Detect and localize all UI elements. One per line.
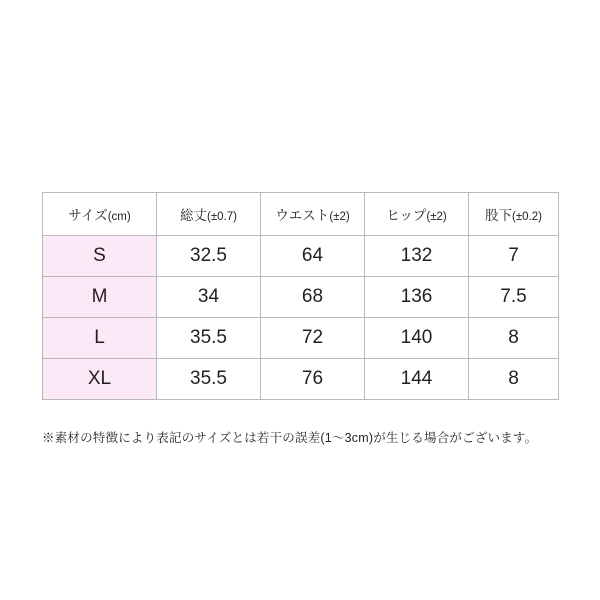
column-header-inseam-main: 股下 [485,208,513,223]
size-table-container [42,192,558,400]
size-disclaimer-note: ※素材の特徴により表記のサイズとは若干の誤差(1〜3cm)が生じる場合がございます。 [42,431,538,445]
column-header-size-unit: (cm) [107,211,131,223]
size-table-body [43,236,559,400]
cell-inseam: 8 [469,318,559,359]
column-header-size-main: サイズ [68,208,108,223]
table-row [43,236,559,277]
cell-size: S [43,236,157,277]
table-row [43,277,559,318]
cell-total-length: 34 [157,277,261,318]
cell-hip: 144 [365,359,469,400]
cell-inseam: 8 [469,359,559,400]
table-header-row [43,193,559,236]
cell-waist: 64 [261,236,365,277]
cell-size: XL [43,359,157,400]
cell-inseam: 7.5 [469,277,559,318]
column-header-hip [365,193,469,236]
column-header-waist-tolerance: (±2) [329,211,350,223]
column-header-total-length [157,193,261,236]
column-header-hip-main: ヒップ [386,208,427,223]
cell-size: L [43,318,157,359]
column-header-inseam [469,193,559,236]
column-header-waist-main: ウエスト [275,208,330,223]
column-header-waist [261,193,365,236]
column-header-size [43,193,157,236]
cell-hip: 136 [365,277,469,318]
cell-total-length: 32.5 [157,236,261,277]
cell-waist: 72 [261,318,365,359]
cell-waist: 68 [261,277,365,318]
column-header-total-length-main: 総丈 [180,208,208,223]
cell-total-length: 35.5 [157,318,261,359]
column-header-hip-tolerance: (±2) [426,211,447,223]
table-row [43,359,559,400]
table-row [43,318,559,359]
cell-hip: 132 [365,236,469,277]
size-table-header [43,193,559,236]
column-header-inseam-tolerance: (±0.2) [512,211,542,223]
cell-hip: 140 [365,318,469,359]
cell-inseam: 7 [469,236,559,277]
column-header-total-length-tolerance: (±0.7) [207,211,237,223]
cell-size: M [43,277,157,318]
cell-waist: 76 [261,359,365,400]
cell-total-length: 35.5 [157,359,261,400]
size-table [42,192,559,400]
